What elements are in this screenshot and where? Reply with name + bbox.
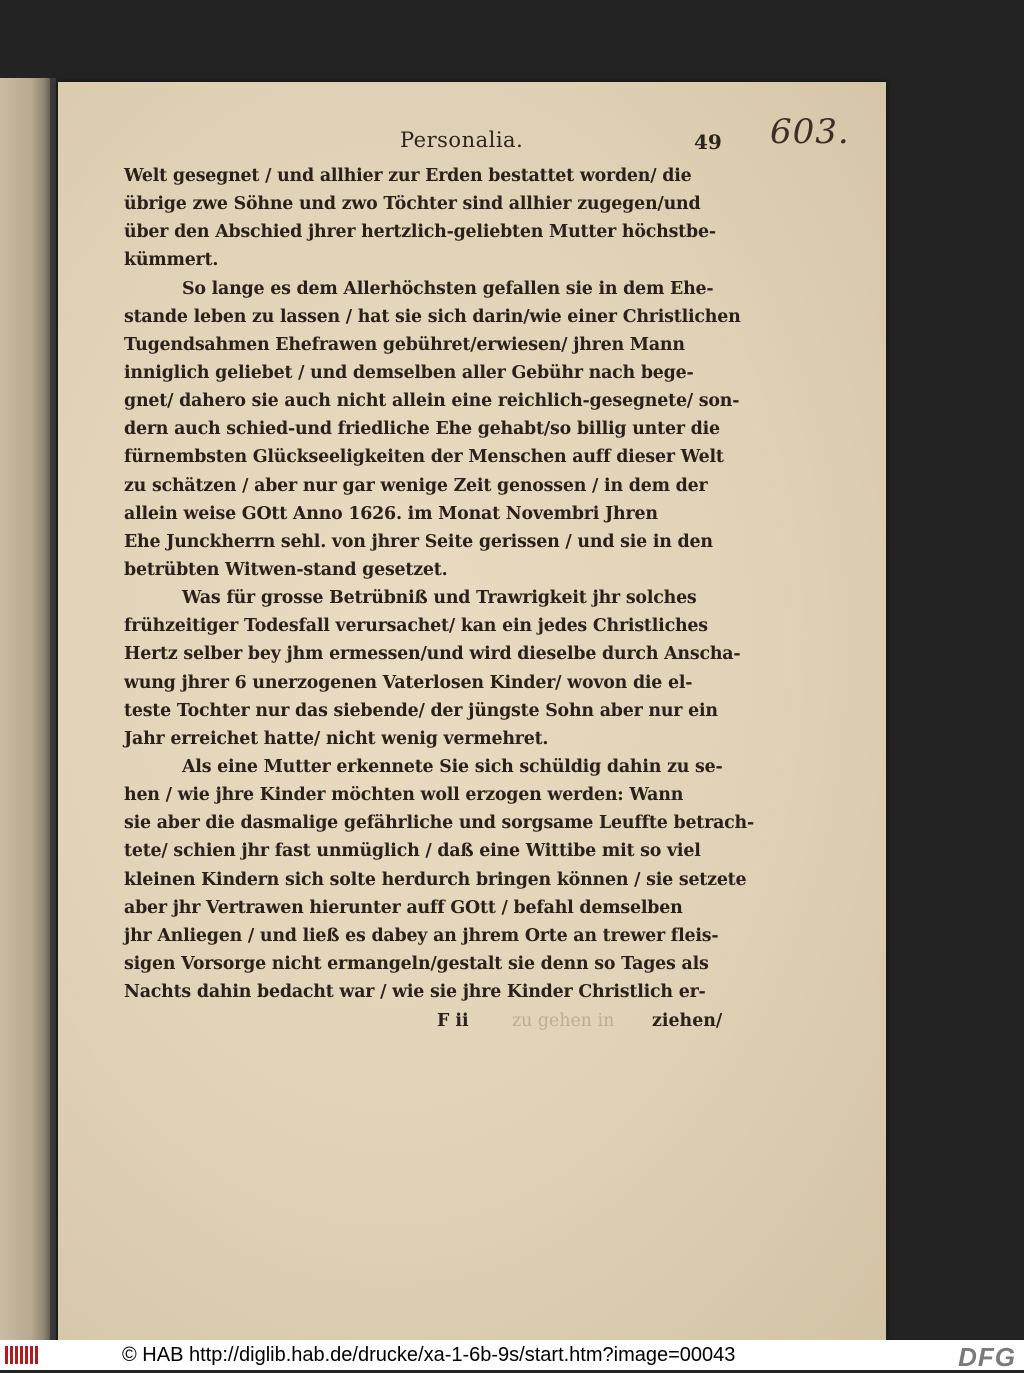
catchword: ziehen/ [652, 1011, 723, 1031]
text-line: aber jhr Vertrawen hierunter auff GOtt / befahl demselben [124, 897, 683, 918]
text-line: sie aber die dasmalige gefährliche und sorgsame Leuffte betrach- [124, 813, 755, 834]
text-line: allein weise GOtt Anno 1626. im Monat Novembri Jhren [124, 503, 658, 524]
show-through-text: zu gehen in [512, 1011, 615, 1031]
text-block [124, 162, 755, 1006]
text-line: betrübten Witwen-stand gesetzet. [124, 559, 448, 580]
copyright-link[interactable]: © HAB http://diglib.hab.de/drucke/xa-1-6b-9s/start.htm?image=00043 [122, 1343, 736, 1366]
text-line: kleinen Kindern sich solte herdurch bringen können / sie setzete [124, 869, 747, 890]
dfg-logo: DFG [958, 1342, 1016, 1372]
text-line: inniglich geliebet / und demselben aller Gebühr nach bege- [124, 362, 694, 383]
text-line: Ehe Junckherrn sehl. von jhrer Seite gerissen / und sie in den [124, 531, 713, 552]
text-line: über den Abschied jhrer hertzlich-geliebten Mutter höchstbe- [124, 222, 716, 243]
text-line: Nachts dahin bedacht war / wie sie jhre Kinder Christlich er- [124, 982, 706, 1003]
text-line: tete/ schien jhr fast unmüglich / daß eine Wittibe mit so viel [124, 841, 701, 862]
text-line: Tugendsahmen Ehefrawen gebühret/erwiesen/ jhren Mann [124, 334, 685, 355]
footer-bar [0, 1340, 1024, 1370]
text-line: zu schätzen / aber nur gar wenige Zeit genossen / in dem der [124, 475, 708, 496]
text-line: sigen Vorsorge nicht ermangeln/gestalt sie denn so Tages als [124, 953, 709, 974]
signature-line [124, 1011, 726, 1039]
text-line: Als eine Mutter erkennete Sie sich schüldig dahin zu se- [182, 756, 723, 777]
text-line: Was für grosse Betrübniß und Trawrigkeit jhr solches [182, 588, 697, 609]
text-line: stande leben zu lassen / hat sie sich darin/wie einer Christlichen [124, 306, 741, 327]
signature-mark: F ii [437, 1011, 469, 1031]
text-line: übrige zwe Söhne und zwo Töchter sind allhier zugegen/und [124, 194, 701, 215]
page-number: 49 [694, 130, 722, 154]
left-page-edge [0, 78, 52, 1340]
text-line: gnet/ dahero sie auch nicht allein eine reichlich-gesegnete/ son- [124, 391, 740, 412]
text-line: dern auch schied-und friedliche Ehe gehabt/so billig unter die [124, 419, 720, 440]
text-line: Hertz selber bey jhm ermessen/und wird dieselbe durch Anscha- [124, 644, 741, 665]
handwritten-folio: 603. [770, 112, 850, 152]
text-line: fürnembsten Glückseeligkeiten der Menschen auff dieser Welt [124, 447, 724, 468]
text-line: So lange es dem Allerhöchsten gefallen sie in dem Ehe- [182, 278, 714, 299]
text-line: teste Tochter nur das siebende/ der jüngste Sohn aber nur ein [124, 700, 718, 721]
text-line: hen / wie jhre Kinder möchten woll erzogen werden: Wann [124, 785, 684, 806]
text-line: frühzeitiger Todesfall verursachet/ kan ein jedes Christliches [124, 616, 708, 637]
text-line: jhr Anliegen / und ließ es dabey an jhrem Orte an trewer fleis- [124, 925, 719, 946]
hab-logo-icon [4, 1343, 42, 1367]
running-head: Personalia. [400, 128, 524, 152]
text-line: wung jhrer 6 unerzogenen Vaterlosen Kinder/ wovon die el- [124, 672, 693, 693]
text-line: kümmert. [124, 250, 219, 271]
text-line: Jahr erreichet hatte/ nicht wenig vermehret. [124, 728, 549, 749]
text-line: Welt gesegnet / und allhier zur Erden bestattet worden/ die [124, 166, 692, 186]
